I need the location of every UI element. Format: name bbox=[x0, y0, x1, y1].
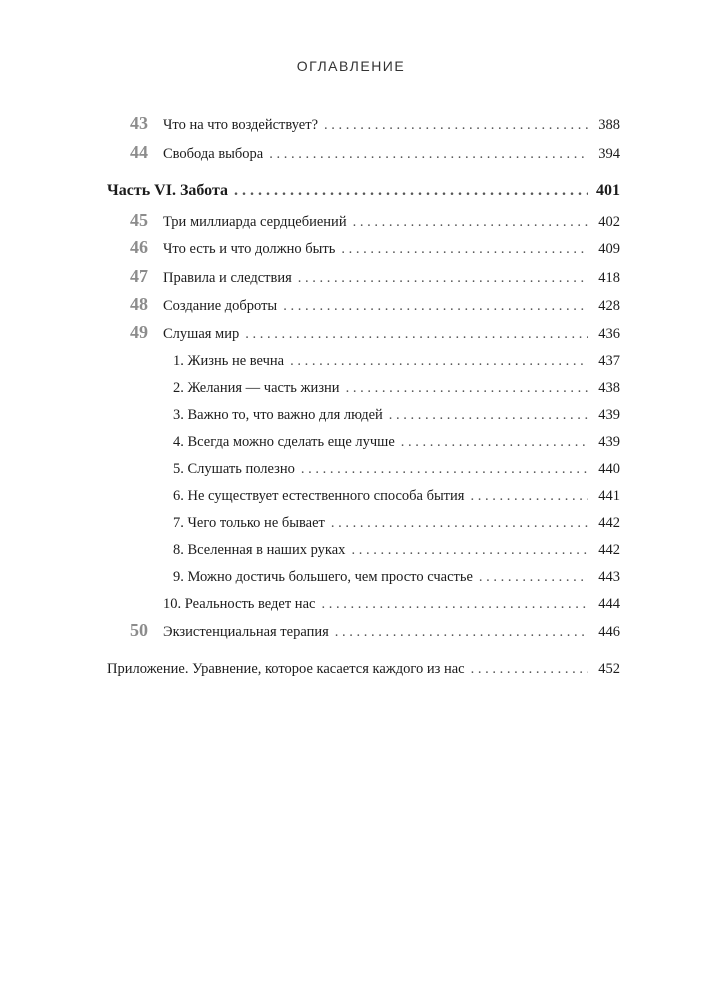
subsection-title: 4. Всегда можно сделать еще лучше bbox=[173, 434, 395, 450]
toc-subsection-1[interactable] bbox=[173, 353, 620, 370]
chapter-number: 48 bbox=[130, 294, 148, 314]
subsection-title: 3. Важно то, что важно для людей bbox=[173, 407, 383, 423]
dot-leader bbox=[290, 353, 588, 370]
dot-leader bbox=[298, 270, 588, 287]
page-number: 442 bbox=[598, 515, 620, 531]
page-number: 440 bbox=[598, 461, 620, 477]
page-number: 442 bbox=[598, 542, 620, 558]
subsection-title: 10. Реальность ведет нас bbox=[163, 596, 316, 612]
toc-appendix[interactable] bbox=[107, 661, 620, 678]
dot-leader bbox=[301, 461, 588, 478]
dot-leader bbox=[341, 241, 588, 258]
dot-leader bbox=[234, 182, 588, 200]
dot-leader bbox=[324, 117, 588, 134]
dot-leader bbox=[353, 214, 588, 231]
dot-leader bbox=[331, 515, 588, 532]
subsection-title: 8. Вселенная в наших руках bbox=[173, 542, 346, 558]
page-number: 452 bbox=[598, 661, 620, 677]
chapter-number: 43 bbox=[130, 113, 148, 133]
toc-subsection-9[interactable] bbox=[173, 569, 620, 586]
chapter-number: 46 bbox=[130, 237, 148, 257]
page-number: 436 bbox=[598, 326, 620, 342]
chapter-title: Что на что воздействует? bbox=[163, 117, 319, 133]
page-number: 446 bbox=[598, 624, 620, 640]
toc-subsection-8[interactable] bbox=[173, 542, 620, 559]
subsection-title: 6. Не существует естественного способа бытия bbox=[173, 488, 465, 504]
toc-subsection-6[interactable] bbox=[173, 488, 620, 505]
chapter-number: 44 bbox=[130, 142, 148, 162]
dot-leader bbox=[470, 488, 588, 505]
toc-subsection-7[interactable] bbox=[173, 515, 620, 532]
page-number: 394 bbox=[598, 146, 620, 162]
page-number: 439 bbox=[598, 434, 620, 450]
page-number: 437 bbox=[598, 353, 620, 369]
page-title: ОГЛАВЛЕНИЕ bbox=[296, 58, 406, 74]
dot-leader bbox=[389, 407, 588, 424]
dot-leader bbox=[471, 661, 588, 678]
chapter-title: Что есть и что должно быть bbox=[163, 241, 336, 257]
dot-leader bbox=[351, 542, 588, 559]
chapter-number: 50 bbox=[130, 620, 148, 640]
chapter-number: 49 bbox=[130, 322, 148, 342]
chapter-number: 47 bbox=[130, 266, 148, 286]
dot-leader bbox=[269, 146, 588, 163]
chapter-title: Слушая мир bbox=[163, 326, 240, 342]
toc-part-6[interactable] bbox=[107, 182, 620, 200]
dot-leader bbox=[479, 569, 588, 586]
page-number: 444 bbox=[598, 596, 620, 612]
page-number: 439 bbox=[598, 407, 620, 423]
page-number: 402 bbox=[598, 214, 620, 230]
part-title: Часть VI. Забота bbox=[107, 182, 229, 199]
page-number: 388 bbox=[598, 117, 620, 133]
subsection-title: 2. Желания — часть жизни bbox=[173, 380, 340, 396]
subsection-title: 9. Можно достичь большего, чем просто счастье bbox=[173, 569, 473, 585]
page-number: 441 bbox=[598, 488, 620, 504]
page-number: 438 bbox=[598, 380, 620, 396]
toc-subsection-2[interactable] bbox=[173, 380, 620, 397]
page-number: 418 bbox=[598, 270, 620, 286]
chapter-title: Создание доброты bbox=[163, 298, 278, 314]
appendix-title: Приложение. Уравнение, которое касается каждого из нас bbox=[107, 661, 465, 677]
toc-subsection-10[interactable] bbox=[163, 596, 620, 613]
dot-leader bbox=[283, 298, 588, 315]
chapter-title: Правила и следствия bbox=[163, 270, 292, 286]
subsection-title: 7. Чего только не бывает bbox=[173, 515, 325, 531]
dot-leader bbox=[335, 624, 588, 641]
dot-leader bbox=[401, 434, 588, 451]
chapter-title: Экзистенциальная терапия bbox=[163, 624, 329, 640]
toc-subsection-4[interactable] bbox=[173, 434, 620, 451]
dot-leader bbox=[245, 326, 588, 343]
page-number: 428 bbox=[598, 298, 620, 314]
chapter-number: 45 bbox=[130, 210, 148, 230]
chapter-title: Три миллиарда сердцебиений bbox=[163, 214, 347, 230]
page-number: 409 bbox=[598, 241, 620, 257]
dot-leader bbox=[346, 380, 588, 397]
toc-subsection-5[interactable] bbox=[173, 461, 620, 478]
subsection-title: 1. Жизнь не вечна bbox=[173, 353, 285, 369]
dot-leader bbox=[321, 596, 588, 613]
chapter-title: Свобода выбора bbox=[163, 146, 264, 162]
subsection-title: 5. Слушать полезно bbox=[173, 461, 295, 477]
page-number: 401 bbox=[596, 182, 620, 199]
toc-subsection-3[interactable] bbox=[173, 407, 620, 424]
page-number: 443 bbox=[598, 569, 620, 585]
